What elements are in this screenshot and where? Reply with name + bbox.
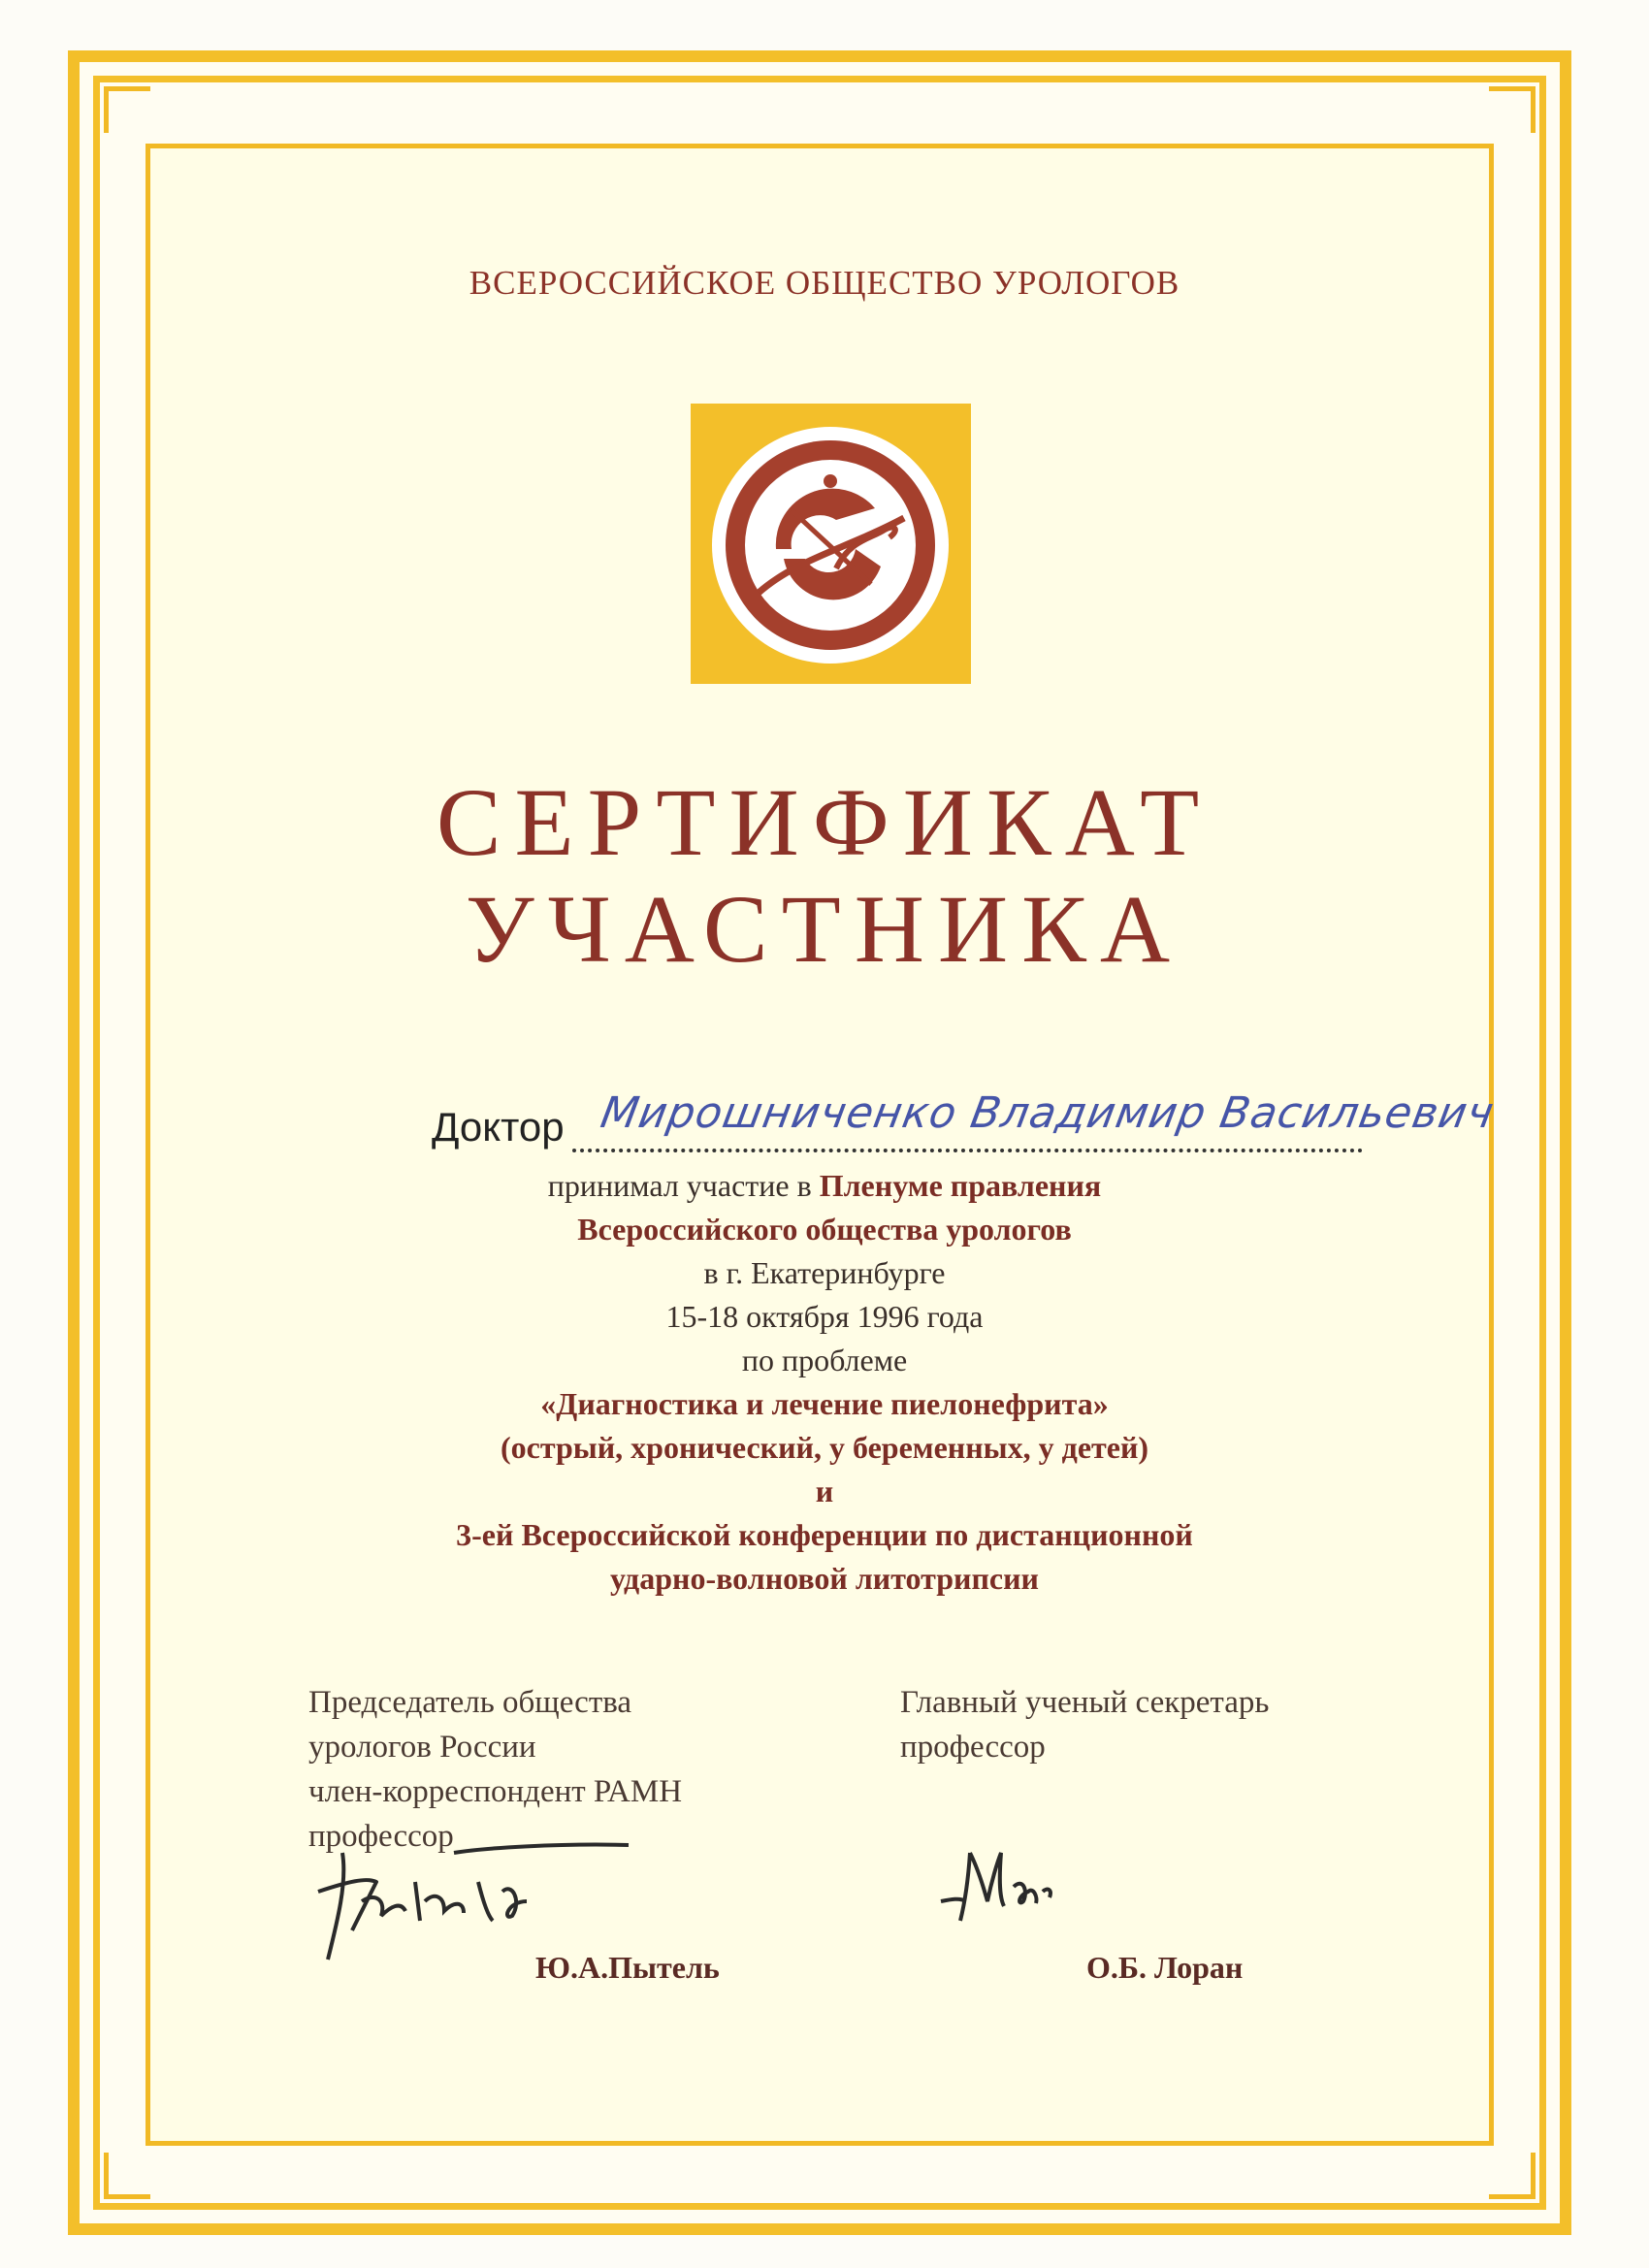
dotted-line (572, 1149, 1363, 1152)
recipient-name: Мирошниченко Владимир Васильевич (597, 1088, 1499, 1138)
recipient-row (427, 1088, 1499, 1164)
body-line-10 (0, 1557, 1649, 1601)
body-line-8 (0, 1470, 1649, 1513)
body-line-2-text: Всероссийского общества урологов (577, 1212, 1072, 1247)
right-title-line1: Главный ученый секретарь (900, 1685, 1270, 1720)
body-line-7-text: (острый, хронический, у беременных, у детей) (500, 1430, 1149, 1465)
right-title-line2: профессор (900, 1730, 1046, 1765)
left-signature (308, 1824, 638, 1969)
body-line-1 (0, 1164, 1649, 1208)
left-title-line2: урологов России (308, 1730, 536, 1765)
doctor-label: Доктор (432, 1104, 565, 1150)
left-signatory-name: Ю.А.Пытель (535, 1950, 720, 1985)
body-line-9 (0, 1513, 1649, 1557)
body-line-1-bold: Пленуме правления (819, 1168, 1102, 1203)
left-title-line3: член-корреспондент РАМН (308, 1774, 683, 1809)
body-line-10-text: ударно-волновой литотрипсии (610, 1561, 1039, 1596)
body-line-6-text: «Диагностика и лечение пиелонефрита» (540, 1386, 1109, 1421)
certificate-body (0, 1164, 1649, 1601)
body-line-8-text: и (815, 1474, 834, 1508)
certificate-title-line2: УЧАСТНИКА (465, 875, 1184, 983)
body-line-1-plain: принимал участие в (547, 1168, 812, 1203)
left-title-line1: Председатель общества (308, 1685, 632, 1720)
body-line-2 (0, 1208, 1649, 1251)
body-line-4: 15-18 октября 1996 года (665, 1299, 984, 1334)
left-title-line4: профессор (308, 1819, 454, 1854)
right-signatory-name: О.Б. Лоран (1086, 1950, 1244, 1985)
corner-ornament (104, 2153, 150, 2199)
right-signatory-title (900, 1680, 1269, 1769)
body-line-5: по проблеме (741, 1343, 908, 1377)
corner-ornament (1489, 2153, 1536, 2199)
body-line-7 (0, 1426, 1649, 1470)
certificate-title-line1: СЕРТИФИКАТ (436, 768, 1213, 876)
organization-name: ВСЕРОССИЙСКОЕ ОБЩЕСТВО УРОЛОГОВ (469, 264, 1180, 302)
body-line-3: в г. Екатеринбурге (703, 1255, 946, 1290)
body-line-6 (0, 1382, 1649, 1426)
corner-ornament (104, 86, 150, 133)
urology-society-emblem-icon (691, 404, 971, 684)
body-line-9-text: 3-ей Всероссийской конференции по дистанционной (456, 1517, 1193, 1552)
corner-ornament (1489, 86, 1536, 133)
right-signature (931, 1833, 1077, 1940)
